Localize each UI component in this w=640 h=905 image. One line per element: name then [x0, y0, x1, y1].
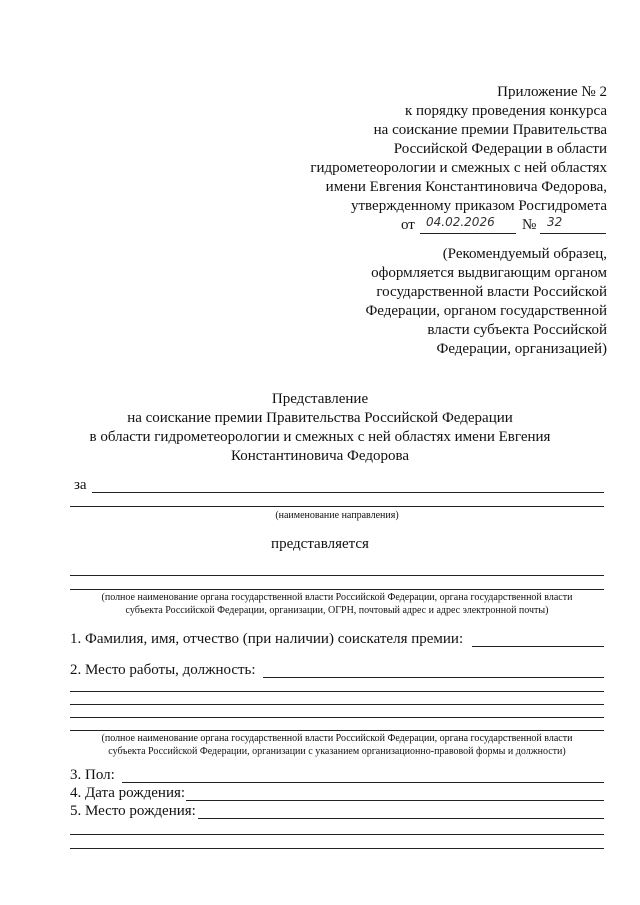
direction-field-line[interactable] [92, 492, 604, 493]
birthdate-line[interactable] [186, 800, 604, 801]
work-caption: субъекта Российской Федерации, организации с указанием организационно-правовой формы и должности) [108, 746, 566, 757]
workplace-line[interactable] [70, 730, 604, 731]
field4-label: 4. Дата рождения: [70, 785, 186, 801]
organ-caption: субъекта Российской Федерации, организации, ОГРН, почтовый адрес и адрес электронной почты) [125, 605, 549, 616]
field1-label: 1. Фамилия, имя, отчество (при наличии) соискателя премии: [70, 631, 464, 647]
workplace-line[interactable] [70, 704, 604, 705]
workplace-line[interactable] [70, 717, 604, 718]
recommended-line: Федерации, организацией) [436, 341, 607, 357]
organ-field-line[interactable] [70, 589, 604, 590]
organ-caption: (полное наименование органа государственной власти Российской Федерации, органа государственной власти [101, 592, 573, 603]
recommended-line: Федерации, органом государственной [365, 303, 607, 319]
appendix-line: к порядку проведения конкурса [404, 103, 607, 119]
direction-field-line[interactable] [70, 506, 604, 507]
number-handwritten: 32 [547, 215, 563, 229]
field2-label: 2. Место работы, должность: [70, 662, 256, 678]
field3-label: 3. Пол: [70, 767, 115, 783]
organ-field-line[interactable] [70, 575, 604, 576]
appendix-title: Приложение № 2 [497, 84, 607, 100]
appendix-line: на соискание премии Правительства [373, 122, 607, 138]
recommended-line: (Рекомендуемый образец, [442, 246, 607, 262]
number-prefix: № [522, 217, 537, 233]
date-prefix: от [401, 217, 415, 233]
birthplace-line[interactable] [70, 848, 604, 849]
workplace-line[interactable] [263, 677, 604, 678]
birthplace-line[interactable] [198, 818, 604, 819]
workplace-line[interactable] [70, 691, 604, 692]
direction-caption: (наименование направления) [275, 510, 399, 521]
presented-label: представляется [271, 536, 369, 552]
applicant-name-line[interactable] [472, 646, 604, 647]
field5-label: 5. Место рождения: [70, 803, 196, 819]
work-caption: (полное наименование органа государственной власти Российской Федерации, органа государственной власти [101, 733, 573, 744]
title-line: Представление [271, 391, 369, 407]
date-underline [420, 233, 516, 234]
appendix-line: имени Евгения Константиновича Федорова, [325, 179, 607, 195]
recommended-line: оформляется выдвигающим органом [371, 265, 607, 281]
appendix-line: Российской Федерации в области [393, 141, 607, 157]
appendix-line: гидрометеорологии и смежных с ней областях [310, 160, 607, 176]
appendix-line: утвержденному приказом Росгидромета [350, 198, 607, 214]
title-line: на соискание премии Правительства Российской Федерации [127, 410, 513, 426]
birthplace-line[interactable] [70, 834, 604, 835]
number-underline [540, 233, 606, 234]
title-line: в области гидрометеорологии и смежных с ней областях имени Евгения [89, 429, 551, 445]
date-handwritten: 04.02.2026 [426, 215, 495, 229]
for-label: за [74, 477, 87, 493]
title-line: Константиновича Федорова [230, 448, 410, 464]
recommended-line: власти субъекта Российской [427, 322, 607, 338]
recommended-line: государственной власти Российской [376, 284, 607, 300]
gender-line[interactable] [122, 782, 604, 783]
